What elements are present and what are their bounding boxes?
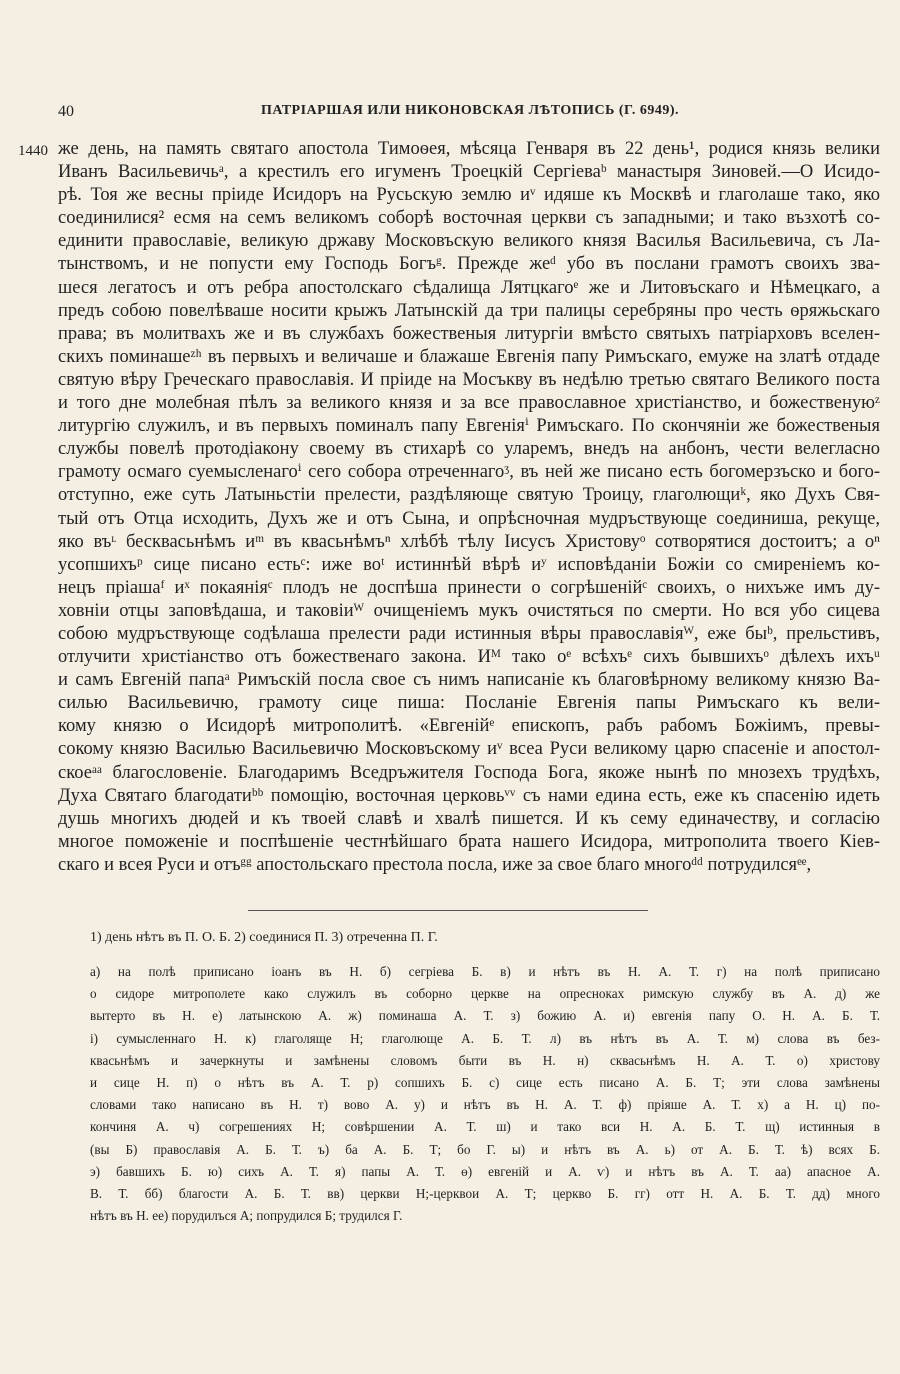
text-line: тынствомъ, и не попусти ему Господь Богъᵍ. Прежде жеᵈ убо въ послани грамотъ своихъ зва-: [58, 254, 880, 275]
text-line: Иванъ Васильевичьᵃ, а крестилъ его игуменъ Троецкій Сергіеваᵇ манастыря Зиновей.—О Исидо-: [58, 162, 880, 183]
text-line: усопшихъᵖ сице писано естьᶜ: иже воᵗ истиннѣй вѣрѣ иʸ исповѣданіи Божіи со смиреніемъ ко-: [58, 554, 880, 575]
running-head: ПАТРІАРШАЯ ИЛИ НИКОНОВСКАЯ ЛѢТОПИСЬ (Г. 6949).: [260, 103, 680, 118]
text-line: а) на полѣ приписано іоанъ въ Н. б) сегріева Б. в) и нѣтъ въ Н. А. Т. г) на полѣ приписано: [90, 964, 880, 979]
text-line: тый отъ Отца исходить, Духъ же и отъ Сына, и опрѣсночная мудръствующе соединиша, рекуще,: [58, 508, 880, 529]
text-line: В. Т. бб) благости А. Б. Т. вв) церкви Н;-церквои А. Т; церкво Б. гг) отт Н. А. Б. Т. дд) много: [90, 1186, 880, 1202]
text-line: собою мудръствующе содѣлаша прелести ради истинныя вѣры православіяᵂ, еже быᵇ, прельстивъ,: [58, 623, 880, 644]
text-line: кому князю о Исидорѣ митрополитѣ. «Евгенійᵉ епископъ, рабъ рабомъ Божіимъ, превы-: [58, 716, 880, 737]
page-number: 40: [58, 103, 74, 120]
text-line: словами тако написано въ Н. т) вово А. у) и нѣтъ въ Н. А. Т. ф) пріяше А. Т. х) а Н. ц) по-: [90, 1097, 880, 1113]
text-line: і) сумысленнаго Н. к) глаголяще Н; глаголюще А. Б. Т. л) въ нѣтъ въ А. Т. м) слова въ без-: [90, 1030, 880, 1046]
footnote-rule: [248, 910, 648, 911]
text-line: нецъ пріашаᶠ иˣ покаяніяᶜ плодъ не доспѣша принести о согрѣшенійᶜ своихъ, о нихъже имъ ду-: [58, 577, 880, 598]
text-line: Духа Святаго благодатиᵇᵇ помощію, восточная церковьᵛᵛ съ нами едина есть, еже къ спасенію идеть: [58, 785, 880, 806]
margin-year: 1440: [18, 143, 48, 159]
text-line: отлучити христіанство отъ божественаго закона. Иᴹ тако оᵉ всѣхъᵉ сихъ бывшихъᵒ дѣлехъ ихъᵘ: [58, 647, 880, 668]
text-line: и самъ Евгеній папаᵃ Римъскій посла свое съ нимъ написаніе къ благовѣрному великому князю Ва-: [58, 670, 880, 691]
text-line: квасьнѣмъ и зачеркнуты и замѣнены словомъ быти въ Н. н) сквасьнѣмъ Н. А. Т. о) христову: [90, 1052, 880, 1068]
text-line: скаго и всея Руси и отъᵍᵍ апостольскаго престола посла, иже за свое благо многоᵈᵈ потрудилсяᵉᵉ,: [58, 854, 812, 875]
text-line: сокому князю Василью Васильевичю Московъскому иᵛ всеа Руси великому царю спасеніе и апостол-: [58, 739, 880, 760]
text-line: душь многихъ дюдей и къ твоей славѣ и хвалѣ пишется. И къ сему единачеству, и согласію: [58, 808, 880, 829]
text-line: силью Васильевичю, грамоту сице пиша: Посланіе Евгенія папы Римъскаго къ вели-: [58, 693, 880, 714]
text-line: рѣ. Тоя же весны пріиде Исидоръ на Русьскую землю иᵛ идяше къ Москвѣ и глаголаше тако, яко: [58, 185, 880, 206]
text-line: э) бавшихъ Б. ю) сихъ А. Т. я) папы А. Т. ѳ) евгеній и А. ѵ) и нѣтъ въ А. Т. аа) апасное А.: [90, 1163, 880, 1179]
text-line: о сидоре митрополете како служилъ въ соборно церкве на опресноках римскую службу въ А. д) же: [90, 986, 880, 1002]
text-line: единити православіе, великую државу Московъскую великого князя Василья Васильевича, съ Ла-: [58, 231, 880, 252]
text-line: ховніи отцы заповѣдаша, и таковiиᵂ очищеніемъ мукъ очистяться по смерти. Но вся убо сицева: [58, 600, 880, 621]
text-line: святую вѣру Греческаго православія. И пріиде на Мосъкву въ недѣлю третью святаго Великого поста: [58, 369, 880, 390]
text-line: соединилися² есмя на семъ великомъ соборѣ восточная церкви съ западными; и тако възхотѣ со-: [58, 208, 880, 229]
text-line: нѣтъ въ Н. ее) порудилъся А; попрудился Б; трудился Г.: [90, 1208, 403, 1224]
text-line: службы повелѣ протодіакону своему въ стихарѣ со уларемъ, внедъ на анбонъ, чести велегласно: [58, 439, 880, 460]
footnotes-numbered: 1) день нѣтъ въ П. О. Б. 2) соединися П. 3) отреченна П. Г.: [90, 930, 438, 945]
text-line: предъ собою повелѣваше носити крыжъ Латынскій да три палицы серебряны про честь ѳряжьскаго: [58, 300, 880, 321]
text-line: многое поможеніе и поспѣшеніе честнѣйшаго брата нашего Исидора, митрополита твоего Кіев-: [58, 831, 880, 852]
text-line: шеся легатосъ и отъ ребра апостолскаго сѣдалища Лятцкагоᵉ же и Литовъскаго и Нѣмецкаго, а: [58, 277, 880, 298]
text-line: скихъ поминашеᶻʰ въ первыхъ и величаше и блажаше Евгенія папу Римъскаго, емуже на златѣ отдаде: [58, 346, 880, 367]
footnotes-lettered: [90, 961, 880, 1227]
text-line: и того дне молебная пѣлъ за великого князя и за все православное христіанство, и божественуюᶻ: [58, 393, 880, 414]
text-line: вытерто въ Н. е) латынскою А. ж) поминаша А. Т. з) божию А. и) евгенія папу О. Н. А. Б. Т.: [90, 1008, 880, 1024]
text-line: (вы Б) православія А. Б. Т. ъ) ба А. Б. Т; бо Г. ы) и нѣтъ въ А. ь) от А. Б. Т. ѣ) всях Б.: [90, 1141, 880, 1157]
text-line: отступно, еже суть Латыньстіи прелести, раздѣляюще святую Троицу, глаголющиᵏ, яко Духъ Свя-: [58, 485, 880, 506]
text-line: и сице Н. п) о нѣтъ въ А. Т. р) сопшихъ Б. с) сице есть писано А. Б. Т; эти слова замѣнены: [90, 1075, 880, 1091]
text-line: скоеᵃᵃ благословеніе. Благодаримъ Вседръжителя Господа Бога, якоже нынѣ по мнозехъ трудѣхъ,: [58, 762, 880, 783]
text-line: же день, на память святаго апостола Тимоѳея, мѣсяца Генваря въ 22 день¹, родися князь велики: [58, 139, 880, 159]
text-line: права; въ молитвахъ же и въ службахъ божественыя литургіи вмѣсто святыхъ патріарховъ вселен-: [58, 323, 880, 344]
text-line: яко въᶫ бесквасьнѣмъ иᵐ въ квасьнѣмъⁿ хлѣбѣ тѣлу Іисусъ Христовуᵒ сотворятися достоитъ; а оⁿ: [58, 531, 880, 552]
main-text: [58, 138, 880, 877]
text-line: грамоту осмаго суемысленагоⁱ сего собора отреченнагоᶾ, въ ней же писано есть богомерзъско и бого-: [58, 462, 880, 483]
text-line: литургію служилъ, и въ первыхъ поминалъ папу Евгеніяⁱ Римъскаго. По скончяніи же божественыя: [58, 416, 880, 437]
text-line: кончиня А. ч) согрешениях Н; совѣршении А. Т. ш) и тако вси Н. А. Б. Т. щ) истинныя в: [90, 1119, 880, 1135]
